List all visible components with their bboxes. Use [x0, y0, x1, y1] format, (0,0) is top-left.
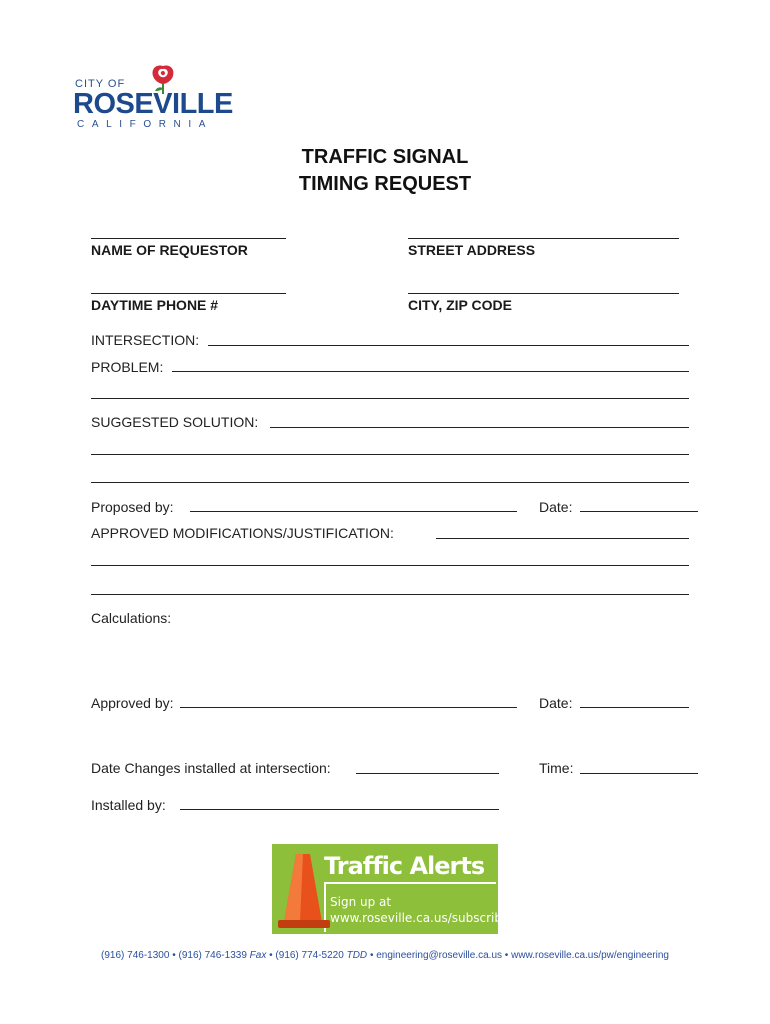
footer-sep: • — [504, 950, 509, 961]
requestor-name-label: NAME OF REQUESTOR — [91, 242, 248, 258]
suggested-solution-line3[interactable] — [91, 482, 689, 483]
time-field[interactable] — [580, 773, 698, 774]
city-zip-line[interactable] — [408, 293, 679, 294]
footer-fax-number: (916) 746-1339 — [178, 950, 247, 961]
footer-website[interactable]: www.roseville.ca.us/pw/engineering — [511, 950, 669, 961]
suggested-solution-line2[interactable] — [91, 454, 689, 455]
date-changes-label: Date Changes installed at intersection: — [91, 760, 331, 776]
street-address-line[interactable] — [408, 238, 679, 239]
footer-email[interactable]: engineering@roseville.ca.us — [376, 950, 503, 961]
footer-tdd-number: (916) 774-5220 — [275, 950, 344, 961]
footer-fax-label: Fax — [249, 950, 267, 961]
footer-phone: (916) 746-1300 — [101, 950, 170, 961]
footer-sep: • — [172, 950, 176, 961]
suggested-solution-field[interactable] — [270, 427, 689, 428]
problem-field-line2[interactable] — [91, 398, 689, 399]
proposed-by-field[interactable] — [190, 511, 517, 512]
date-changes-field[interactable] — [356, 773, 499, 774]
page-title-line2: TIMING REQUEST — [298, 173, 472, 195]
alerts-signup — [330, 894, 509, 926]
approved-date-field[interactable] — [580, 707, 689, 708]
proposed-date-label: Date: — [539, 499, 573, 515]
problem-label: PROBLEM: — [91, 359, 164, 375]
daytime-phone-label: DAYTIME PHONE # — [91, 297, 219, 313]
daytime-phone-line[interactable] — [91, 293, 286, 294]
installed-by-field[interactable] — [180, 809, 499, 810]
traffic-alerts-banner[interactable] — [272, 844, 510, 934]
alerts-title: Traffic Alerts — [324, 852, 485, 880]
footer-tdd-label: TDD — [346, 950, 368, 961]
logo-city-of: CITY OF — [75, 78, 126, 90]
proposed-date-field[interactable] — [580, 511, 698, 512]
proposed-by-label: Proposed by: — [91, 499, 174, 515]
alerts-url[interactable]: www.roseville.ca.us/subscribe — [330, 911, 510, 925]
approved-mods-line2[interactable] — [91, 565, 689, 566]
approved-mods-label: APPROVED MODIFICATIONS/JUSTIFICATION: — [91, 525, 394, 541]
approved-mods-field[interactable] — [436, 538, 689, 539]
logo-roseville: ROSEVILLE — [73, 88, 233, 120]
calculations-label: Calculations: — [91, 610, 172, 626]
installed-by-label: Installed by: — [91, 797, 166, 813]
intersection-label: INTERSECTION: — [91, 332, 200, 348]
street-address-label: STREET ADDRESS — [408, 242, 536, 258]
intersection-field[interactable] — [208, 345, 689, 346]
time-label: Time: — [539, 760, 574, 776]
requestor-name-line[interactable] — [91, 238, 286, 239]
city-zip-label: CITY, ZIP CODE — [408, 297, 512, 313]
footer-sep: • — [269, 950, 273, 961]
approved-mods-line3[interactable] — [91, 594, 689, 595]
footer-contact — [0, 950, 770, 961]
problem-field[interactable] — [172, 371, 689, 372]
approved-date-label: Date: — [539, 695, 573, 711]
approved-by-field[interactable] — [180, 707, 517, 708]
logo-california: CALIFORNIA — [77, 119, 214, 130]
footer-sep: • — [369, 950, 374, 961]
alerts-signup-text: Sign up at — [330, 895, 392, 909]
page-title-line1: TRAFFIC SIGNAL — [301, 146, 469, 168]
approved-by-label: Approved by: — [91, 695, 174, 711]
suggested-solution-label: SUGGESTED SOLUTION: — [91, 414, 259, 430]
